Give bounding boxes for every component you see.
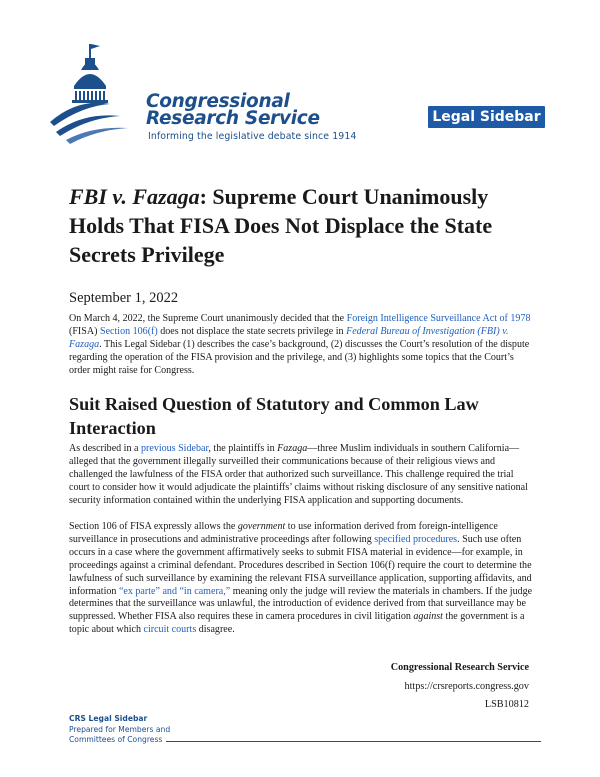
intro-paragraph [69,313,534,378]
crs-wordmark [146,93,320,127]
p3-text-6: disagree. [196,624,235,636]
capitol-dome-logo [48,40,148,150]
crs-wordmark-line1: Congressional [146,91,290,112]
ex-parte-in-camera-link[interactable]: “ex parte” and “in camera,” [118,585,231,597]
crs-wordmark-line2: Research Service [146,108,320,129]
p3-text-3: . Such use often occurs in a case where the government affirmatively seeks to submit FISA material in evidence—for example, in proceedings against a criminal defendant. Procedures described in Section 106(f) require the court to determine the lawfulness of such surveillance by examining the relevant FISA surveillance application, supporting affidavits, and information [69,533,532,597]
footer-line-1: Prepared for Members and [69,724,171,734]
footer-divider [166,741,541,742]
p2-text-3: —three Muslim individuals in southern California—alleged that the government illegally surveilled their communications because of their religious views and challenged the lawfulness of the FISA order that authorized such surveillance. This challenge required the trial court to consider how it would adjudicate the plaintiffs’ claims without risking disclosure of any sensitive national security information contained within the underlying FISA application and supporting documents. [69,443,528,506]
p3-text-4: meaning only the judge will review the materials in chambers. If the judge determines that the surveillance was unlawful, the introduction of evidence derived from that surveillance may be suppressed. Whether FISA also requires these in camera procedures in civil litigation [69,585,533,623]
signature-org: Congressional Research Service [390,662,529,673]
legal-sidebar-badge: Legal Sidebar [428,106,545,128]
section-106-paragraph [69,521,534,637]
circuit-courts-link[interactable]: circuit courts [143,624,197,636]
section-heading: Suit Raised Question of Statutory and Common Law Interaction [69,394,479,438]
footer-title: CRS Legal Sidebar [69,714,148,723]
p3-text-1: Section 106 of FISA expressly allows the [69,521,238,532]
section-106f-link[interactable]: Section 106(f) [99,325,158,337]
background-paragraph [69,443,534,508]
p2-text-1: As described in a [69,443,141,454]
title-rest: : Supreme Court Unanimously Holds That FISA Does Not Displace the State Secrets Privilege [69,184,493,267]
page-title [69,182,539,269]
title-case-name: FBI v. Fazaga [69,184,200,209]
crs-tagline: Informing the legislative debate since 1914 [148,131,357,142]
signature-block [391,659,529,715]
footer [69,714,170,746]
fisa-act-link[interactable]: Foreign Intelligence Surveillance Act of 1978 [346,313,531,324]
signature-url: https://crsreports.congress.gov [404,680,529,692]
footer-line-2: Committees of Congress [69,735,163,745]
report-id: LSB10812 [484,699,529,710]
p3-text-2: to use information derived from foreign-intelligence surveillance in prosecutions and administrative proceedings after following [69,521,498,545]
p2-italic-fazaga: Fazaga [277,443,308,454]
publication-date: September 1, 2022 [69,290,179,306]
previous-sidebar-link[interactable]: previous Sidebar [140,443,209,454]
intro-text-4: . This Legal Sidebar (1) describes the case’s background, (2) discusses the Court’s resolution of the dispute regarding the operation of the FISA provision and the privilege, and (3) highlights some topics that the Court’s order might raise for Congress. [69,338,530,376]
p2-text-2: , the plaintiffs in [208,443,278,454]
p3-italic-government: government [237,521,286,532]
specified-procedures-link[interactable]: specified procedures [374,533,458,545]
intro-text-3: does not displace the state secrets privilege in [157,325,347,337]
intro-text-2: (FISA) [69,325,100,337]
p3-text-5: the government is a topic about which [69,611,525,636]
crs-header [48,40,558,150]
intro-text-1: On March 4, 2022, the Supreme Court unanimously decided that the [69,313,347,324]
p3-italic-against: against [413,611,443,623]
fazaga-case-link-text: Federal Bureau of Investigation (FBI) v. Fazaga [69,325,509,350]
